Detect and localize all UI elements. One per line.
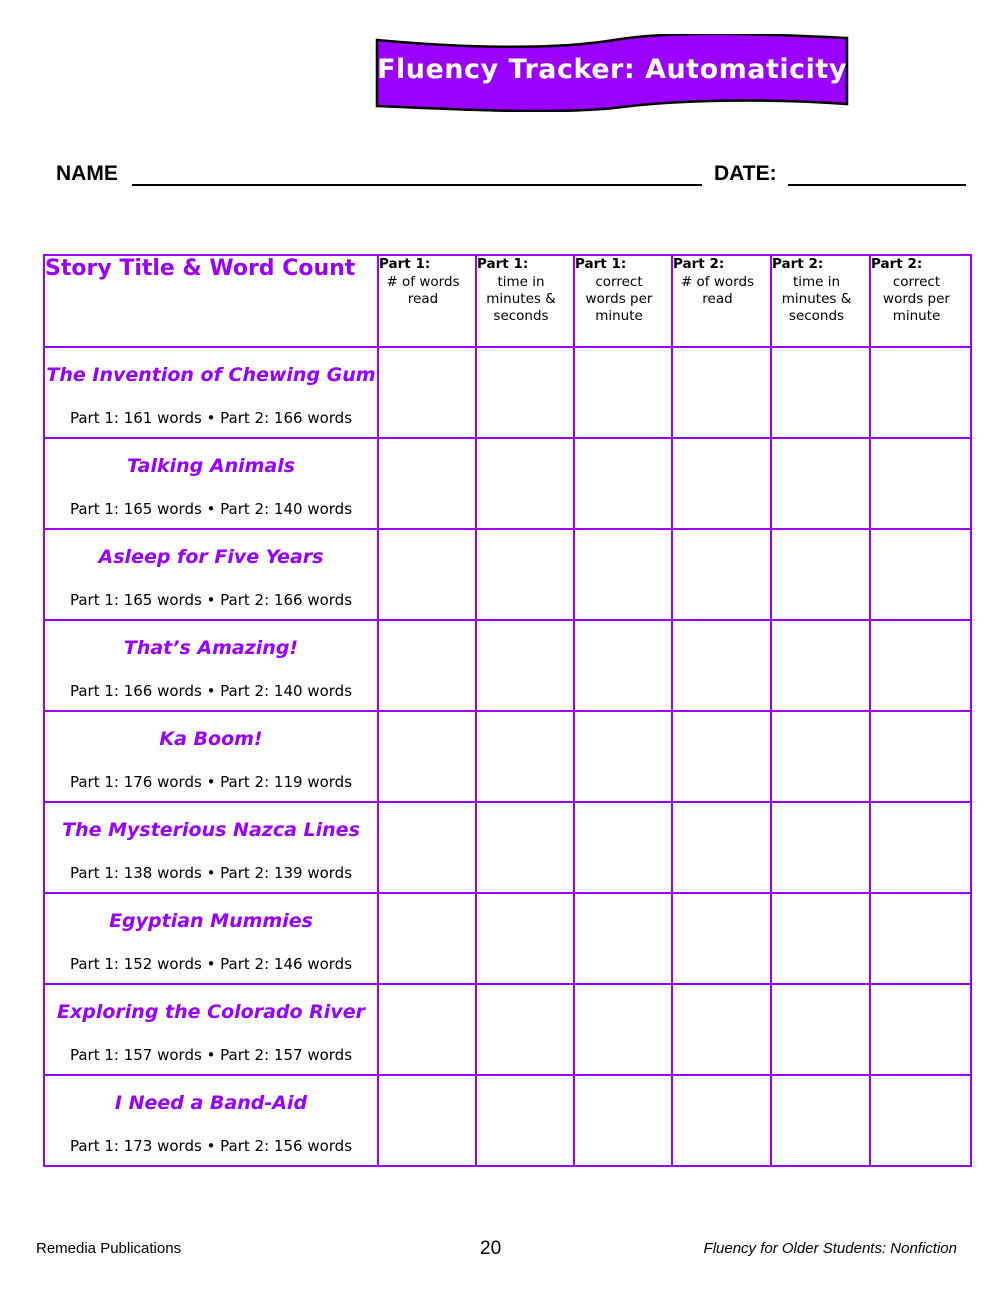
entry-cell[interactable] [378, 984, 476, 1075]
column-part: Part 1: [379, 256, 431, 272]
entry-cell[interactable] [870, 438, 971, 529]
entry-cell[interactable] [771, 984, 870, 1075]
column-description: time in minutes & seconds [486, 274, 556, 324]
entry-cell[interactable] [870, 984, 971, 1075]
story-cell [44, 893, 378, 984]
story-word-count: Part 1: 161 words • Part 2: 166 words [69, 409, 353, 427]
table-row [44, 438, 971, 529]
column-part: Part 2: [871, 256, 923, 272]
story-title: The Mysterious Nazca Lines [62, 819, 360, 841]
story-title: Asleep for Five Years [98, 546, 324, 568]
page-title: Fluency Tracker: Automaticity [377, 54, 847, 85]
publisher-name: Remedia Publications [36, 1240, 182, 1257]
entry-cell[interactable] [574, 347, 672, 438]
entry-cell[interactable] [574, 711, 672, 802]
entry-cell[interactable] [672, 1075, 771, 1166]
column-part: Part 1: [477, 256, 529, 272]
story-word-count: Part 1: 138 words • Part 2: 139 words [69, 864, 353, 882]
entry-cell[interactable] [870, 620, 971, 711]
column-description: correct words per minute [585, 274, 653, 324]
entry-cell[interactable] [574, 438, 672, 529]
entry-cell[interactable] [771, 711, 870, 802]
story-cell [44, 529, 378, 620]
story-word-count: Part 1: 165 words • Part 2: 140 words [69, 500, 353, 518]
entry-cell[interactable] [574, 620, 672, 711]
table-row [44, 893, 971, 984]
entry-cell[interactable] [672, 711, 771, 802]
entry-cell[interactable] [378, 620, 476, 711]
column-header [870, 255, 971, 347]
column-description: # of words read [680, 274, 755, 307]
story-cell [44, 984, 378, 1075]
fluency-table [43, 254, 972, 1167]
story-title: Talking Animals [126, 455, 296, 477]
entry-cell[interactable] [771, 529, 870, 620]
entry-cell[interactable] [672, 438, 771, 529]
title-banner [374, 34, 850, 112]
entry-cell[interactable] [574, 1075, 672, 1166]
story-title-header: Story Title & Word Count [44, 255, 378, 347]
page-number: 20 [480, 1238, 502, 1259]
entry-cell[interactable] [771, 893, 870, 984]
entry-cell[interactable] [672, 620, 771, 711]
entry-cell[interactable] [378, 893, 476, 984]
column-header [771, 255, 870, 347]
entry-cell[interactable] [378, 347, 476, 438]
story-cell [44, 620, 378, 711]
header-row [44, 255, 971, 347]
entry-cell[interactable] [476, 984, 574, 1075]
entry-cell[interactable] [870, 802, 971, 893]
entry-cell[interactable] [476, 802, 574, 893]
name-date-fields [56, 158, 968, 190]
story-word-count: Part 1: 152 words • Part 2: 146 words [69, 955, 353, 973]
entry-cell[interactable] [476, 529, 574, 620]
entry-cell[interactable] [870, 893, 971, 984]
entry-cell[interactable] [771, 802, 870, 893]
column-description: time in minutes & seconds [781, 274, 852, 324]
entry-cell[interactable] [771, 1075, 870, 1166]
entry-cell[interactable] [476, 893, 574, 984]
entry-cell[interactable] [771, 347, 870, 438]
story-word-count: Part 1: 173 words • Part 2: 156 words [69, 1137, 353, 1155]
table-row [44, 529, 971, 620]
column-header [476, 255, 574, 347]
story-word-count: Part 1: 176 words • Part 2: 119 words [69, 773, 353, 791]
name-label: NAME [56, 162, 118, 185]
table-row [44, 620, 971, 711]
entry-cell[interactable] [672, 984, 771, 1075]
entry-cell[interactable] [476, 620, 574, 711]
table-row [44, 802, 971, 893]
book-title: Fluency for Older Students: Nonfiction [703, 1240, 957, 1257]
entry-cell[interactable] [870, 1075, 971, 1166]
story-title: I Need a Band-Aid [114, 1092, 308, 1114]
table-row [44, 984, 971, 1075]
entry-cell[interactable] [672, 893, 771, 984]
column-header [574, 255, 672, 347]
entry-cell[interactable] [771, 620, 870, 711]
table-row [44, 347, 971, 438]
entry-cell[interactable] [574, 802, 672, 893]
entry-cell[interactable] [378, 529, 476, 620]
entry-cell[interactable] [476, 438, 574, 529]
column-part: Part 2: [673, 256, 725, 272]
story-cell [44, 802, 378, 893]
column-header [378, 255, 476, 347]
table-row [44, 711, 971, 802]
story-title: The Invention of Chewing Gum [46, 364, 376, 386]
entry-cell[interactable] [574, 984, 672, 1075]
entry-cell[interactable] [574, 893, 672, 984]
story-cell [44, 347, 378, 438]
entry-cell[interactable] [771, 438, 870, 529]
entry-cell[interactable] [378, 1075, 476, 1166]
entry-cell[interactable] [870, 347, 971, 438]
story-title: Ka Boom! [159, 728, 263, 750]
story-cell [44, 1075, 378, 1166]
story-word-count: Part 1: 157 words • Part 2: 157 words [69, 1046, 353, 1064]
entry-cell[interactable] [672, 347, 771, 438]
story-word-count: Part 1: 165 words • Part 2: 166 words [69, 591, 353, 609]
column-description: # of words read [386, 274, 460, 307]
date-field[interactable] [788, 184, 966, 186]
column-part: Part 1: [575, 256, 627, 272]
column-description: correct words per minute [883, 274, 950, 324]
entry-cell[interactable] [476, 347, 574, 438]
story-cell [44, 438, 378, 529]
entry-cell[interactable] [378, 802, 476, 893]
entry-cell[interactable] [378, 438, 476, 529]
story-title: Egyptian Mummies [109, 910, 313, 932]
entry-cell[interactable] [870, 529, 971, 620]
table-row [44, 1075, 971, 1166]
date-label: DATE: [714, 162, 777, 185]
entry-cell[interactable] [476, 711, 574, 802]
entry-cell[interactable] [378, 711, 476, 802]
story-word-count: Part 1: 166 words • Part 2: 140 words [69, 682, 353, 700]
story-title: That’s Amazing! [123, 637, 299, 659]
entry-cell[interactable] [672, 529, 771, 620]
column-part: Part 2: [772, 256, 824, 272]
story-cell [44, 711, 378, 802]
entry-cell[interactable] [574, 529, 672, 620]
name-field[interactable] [132, 184, 702, 186]
column-header [672, 255, 771, 347]
entry-cell[interactable] [870, 711, 971, 802]
entry-cell[interactable] [476, 1075, 574, 1166]
story-title: Exploring the Colorado River [57, 1001, 365, 1023]
entry-cell[interactable] [672, 802, 771, 893]
